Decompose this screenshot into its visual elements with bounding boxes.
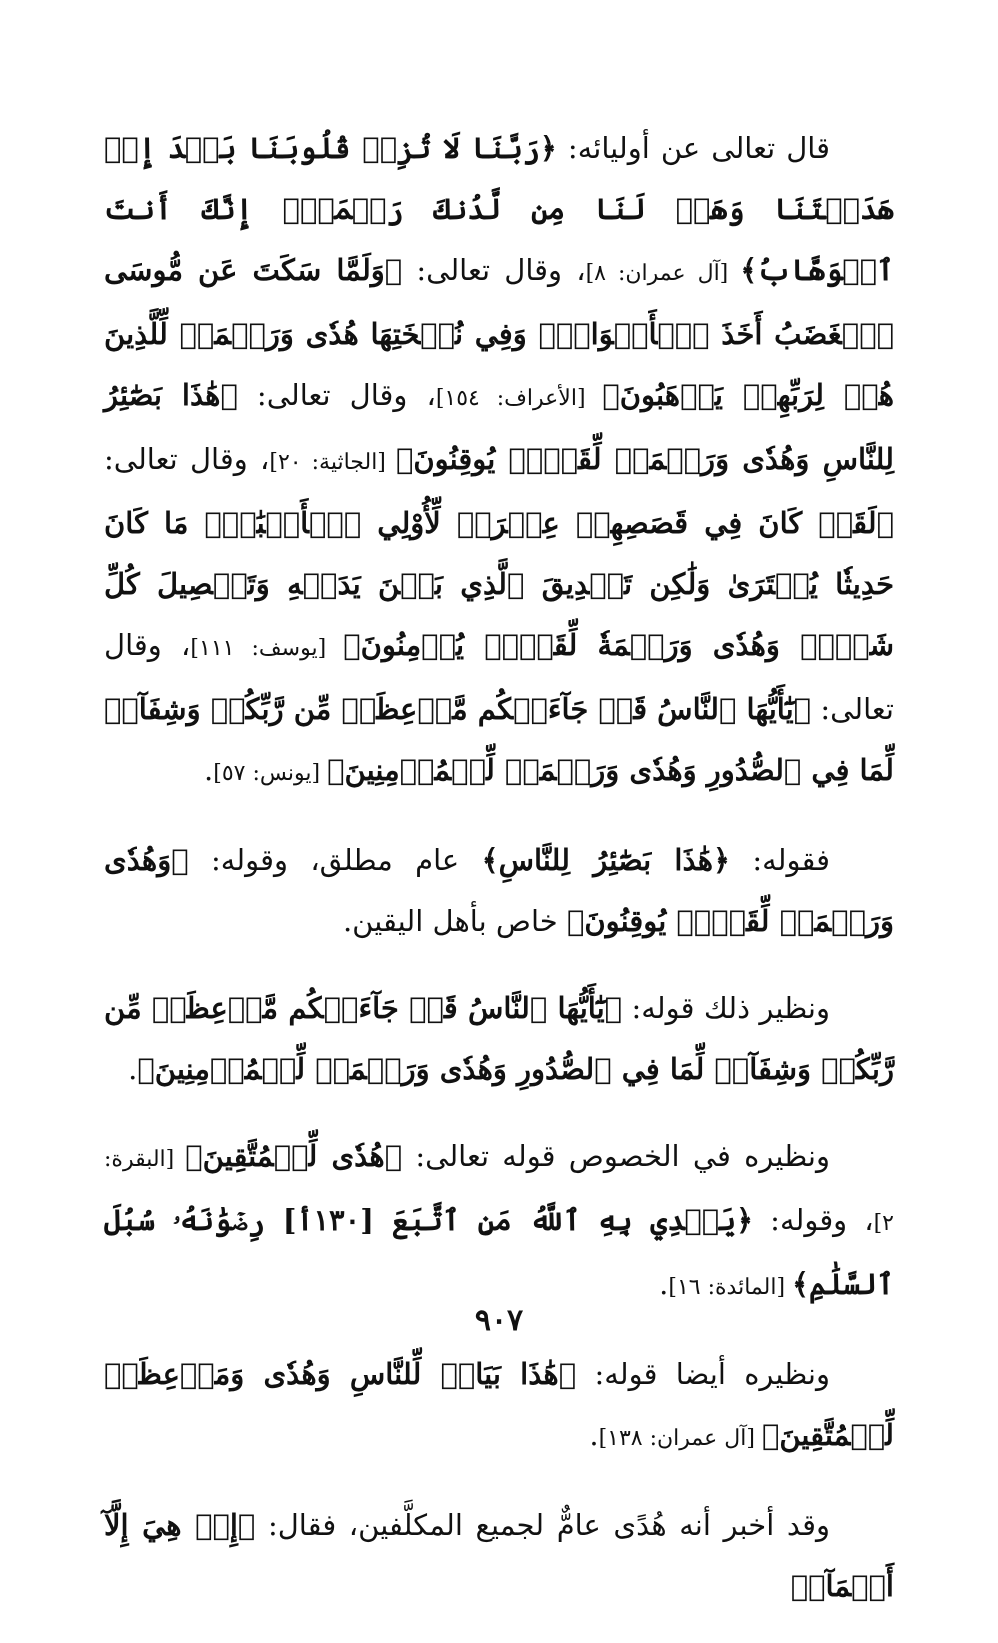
text-run: ونظيره أيضا قوله: <box>576 1357 831 1391</box>
quran-verse: ﴿هَٰذَا بَيَانٞ لِّلنَّاسِ وَهُدٗى وَمَوۡعِظَةٞ لِّلۡمُتَّقِينَ﴾ <box>104 1357 894 1452</box>
paragraph <box>104 1344 894 1469</box>
paragraph <box>104 830 894 952</box>
text-run: . <box>204 753 214 787</box>
page-number: ٩٠٧ <box>474 1303 524 1338</box>
quran-verse: ﴿يَهۡدِي بِهِ ٱللَّهُ مَنِ ٱتَّبَعَ [١٣٠أ] رِضۡوَٰنَهُۥ سُبُلَ ٱلسَّلَٰمِ﴾ <box>104 1203 894 1301</box>
paragraph <box>104 978 894 1100</box>
text-run: . <box>589 1418 599 1452</box>
text-run: ، وقال تعالى: <box>104 628 894 726</box>
page-body <box>104 118 894 1643</box>
verse-reference: [الأعراف: ١٥٤] <box>435 386 603 411</box>
verse-reference: [يونس: ٥٧] <box>213 761 328 786</box>
verse-reference: [الجاثية: ٢٠] <box>269 450 396 475</box>
text-run: . <box>128 1052 138 1086</box>
text-run: عام مطلق، وقوله: <box>188 843 482 877</box>
verse-reference: [آل عمران: ١٣٨] <box>598 1426 762 1451</box>
text-run: ، وقوله: <box>753 1203 874 1237</box>
quran-verse: ﴿يَٰٓأَيُّهَا ٱلنَّاسُ قَدۡ جَآءَتۡكُم مَّوۡعِظَةٞ مِّن رَّبِّكُمۡ وَشِفَآءٞ لِّمَا فِي ٱلصُّدُورِ وَهُدٗى وَرَحۡمَةٞ لِّلۡمُؤۡمِنِينَ﴾ <box>104 991 894 1086</box>
verse-reference: [المائدة: ١٦] <box>668 1275 793 1300</box>
text-run: ونظير ذلك قوله: <box>622 991 831 1025</box>
text-run: وقد أخبر أنه هُدًى عامٌّ لجميع المكلَّفين، فقال: <box>255 1508 830 1542</box>
text-run: قال تعالى عن أوليائه: <box>556 131 830 165</box>
quran-verse: ﴿هُدٗى لِّلۡمُتَّقِينَ﴾ <box>185 1139 403 1173</box>
quran-verse: ﴿هَٰذَا بَصَٰٓئِرُ لِلنَّاسِ وَهُدٗى وَرَحۡمَةٞ لِّقَوۡمٖ يُوقِنُونَ﴾ <box>104 378 894 476</box>
text-run: . <box>659 1267 669 1301</box>
quran-verse: ﴿لَقَدۡ كَانَ فِي قَصَصِهِمۡ عِبۡرَةٞ لِّأُوْلِي ٱلۡأَلۡبَٰبِۗ مَا كَانَ حَدِيثٗا يُفۡتَرَىٰ وَلَٰكِن تَصۡدِيقَ ٱلَّذِي بَيۡنَ يَدَيۡهِ وَتَفۡصِيلَ كُلِّ شَيۡءٖ وَهُدٗى وَرَحۡمَةٗ لِّقَوۡمٖ يُؤۡمِنُونَ﴾ <box>104 506 894 662</box>
quran-verse: ﴿رَبَّنَا لَا تُزِغۡ قُلُوبَنَا بَعۡدَ إِذۡ هَدَيۡتَنَا وَهَبۡ لَنَا مِن لَّدُنكَ رَحۡمَةًۚ إِنَّكَ أَنتَ ٱلۡوَهَّابُ﴾ <box>104 131 894 287</box>
text-run: ونظيره في الخصوص قوله تعالى: <box>402 1139 830 1173</box>
text-run: ، وقال تعالى: <box>104 442 270 476</box>
quran-verse: ﴿إِنۡ هِيَ إِلَّآ أَسۡمَآءٞ <box>104 1508 894 1603</box>
verse-reference: [آل عمران: ٨] <box>585 261 741 286</box>
verse-reference: [يوسف: ١١١] <box>190 636 344 661</box>
quran-verse: ﴿وَلَمَّا سَكَتَ عَن مُّوسَى ٱلۡغَضَبُ أَخَذَ ٱلۡأَلۡوَاحَۖ وَفِي نُسۡخَتِهَا هُدٗى وَرَحۡمَةٞ لِّلَّذِينَ هُمۡ لِرَبِّهِمۡ يَرۡهَبُونَ﴾ <box>104 253 894 412</box>
text-run: فقوله: <box>729 843 830 877</box>
verse-reference: [البقرة: ٢] <box>104 1147 894 1236</box>
quran-verse: ﴿يَٰٓأَيُّهَا ٱلنَّاسُ قَدۡ جَآءَتۡكُم مَّوۡعِظَةٞ مِّن رَّبِّكُمۡ وَشِفَآءٞ لِّمَا فِي ٱلصُّدُورِ وَهُدٗى وَرَحۡمَةٞ لِّلۡمُؤۡمِنِينَ﴾ <box>104 692 894 787</box>
text-run: ، وقال تعالى: <box>402 253 586 287</box>
paragraph <box>104 118 894 804</box>
paragraph <box>104 1126 894 1318</box>
text-run: ، وقال تعالى: <box>237 378 436 412</box>
quran-verse: ﴿هَٰذَا بَصَٰٓئِرُ لِلنَّاسِ﴾ <box>481 843 730 877</box>
text-run: خاص بأهل اليقين. <box>342 904 567 938</box>
quran-verse: ﴿وَهُدٗى وَرَحۡمَةٞ لِّقَوۡمٖ يُوقِنُونَ﴾ <box>104 843 894 938</box>
paragraph <box>104 1495 894 1617</box>
